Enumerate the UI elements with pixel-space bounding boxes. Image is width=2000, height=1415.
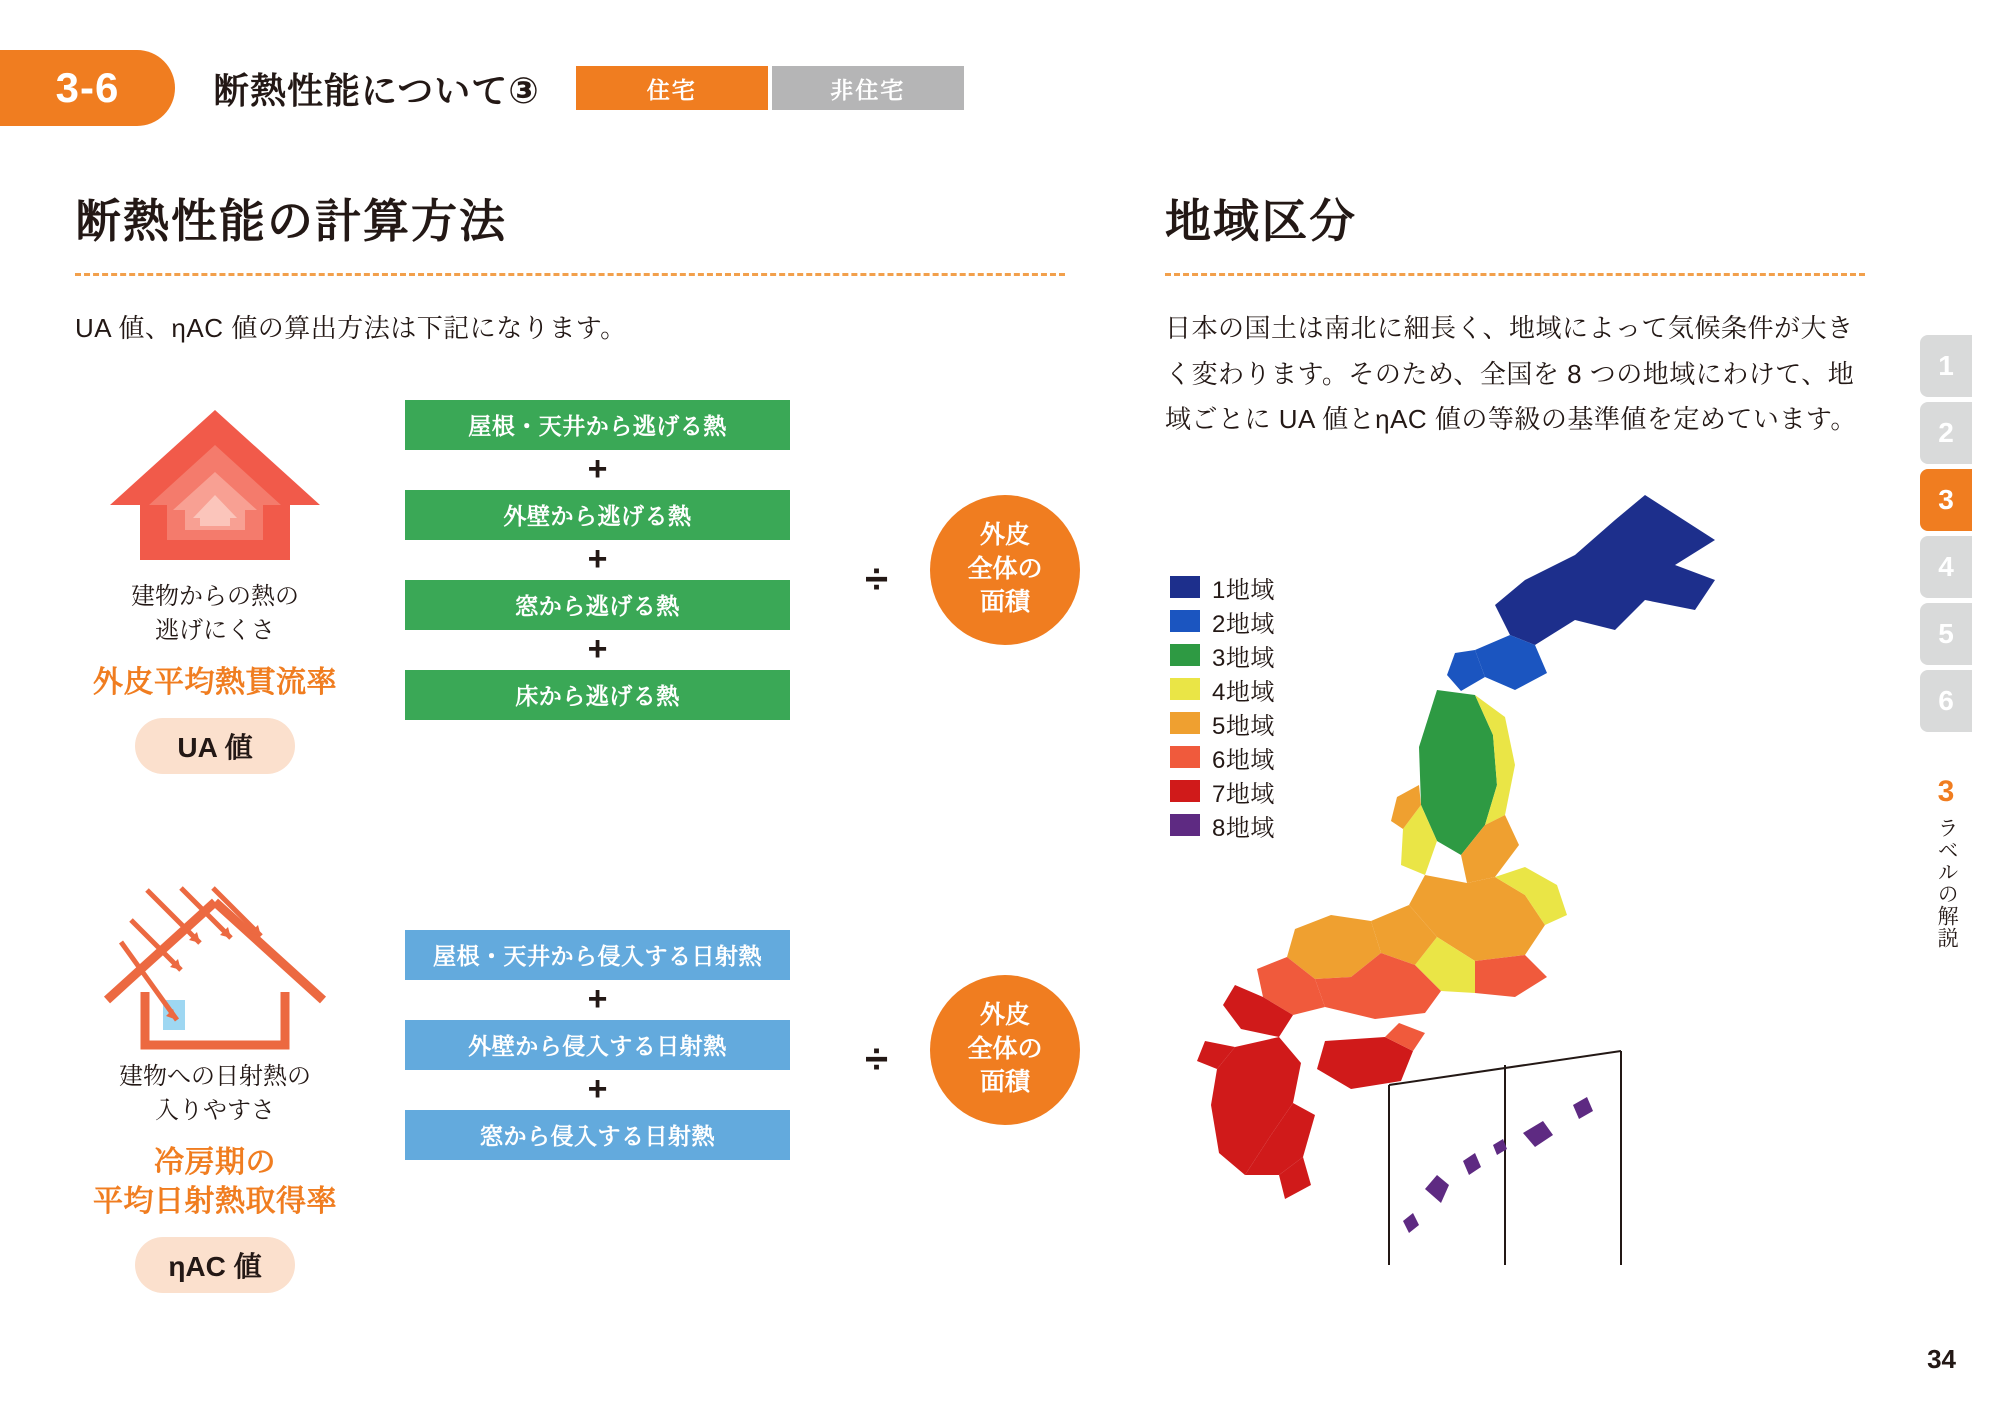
etaac-term-line1: 冷房期の	[154, 1146, 276, 1180]
legend-swatch-5	[1170, 712, 1200, 734]
side-tab-2[interactable]: 2	[1920, 402, 1972, 464]
etaac-value-pill: ηAC 値	[135, 1237, 295, 1293]
side-tab-rail	[1920, 335, 1972, 737]
legend-label-6: 6地域	[1212, 746, 1275, 774]
right-column	[1165, 185, 1865, 842]
side-tab-6[interactable]: 6	[1920, 670, 1972, 732]
ua-plus-3: +	[587, 630, 608, 668]
ua-denominator-line2: 全体の	[967, 554, 1043, 583]
right-divider	[1165, 273, 1865, 276]
badge-residential[interactable]: 住宅	[576, 66, 768, 110]
ua-bar-roof: 屋根・天井から逃げる熱	[405, 400, 790, 450]
etaac-plus-2: +	[587, 1070, 608, 1108]
legend-label-7: 7地域	[1212, 780, 1275, 808]
diagram-etaac	[75, 880, 1065, 1300]
etaac-caption-line2: 入りやすさ	[155, 1097, 275, 1125]
etaac-icon-column	[85, 880, 345, 1294]
left-column	[75, 185, 1065, 1300]
legend-item-6	[1170, 740, 1370, 774]
legend-label-1: 1地域	[1212, 576, 1275, 604]
side-note-text: ラベルの解説	[1935, 817, 1959, 949]
etaac-denominator-line3: 面積	[979, 1068, 1030, 1097]
side-note-number: 3	[1937, 775, 1955, 808]
legend-swatch-6	[1170, 746, 1200, 768]
left-divider	[75, 273, 1065, 276]
legend-swatch-1	[1170, 576, 1200, 598]
legend-label-2: 2地域	[1212, 610, 1275, 638]
ua-caption	[85, 580, 345, 650]
right-section-title: 地域区分	[1165, 195, 1357, 247]
legend-item-1	[1170, 570, 1370, 604]
etaac-bar-window: 窓から侵入する日射熱	[405, 1110, 790, 1160]
etaac-divide-operator: ÷	[865, 1034, 889, 1082]
etaac-denominator-line1: 外皮	[979, 1000, 1030, 1029]
map-legend	[1170, 570, 1370, 842]
side-tab-3[interactable]: 3	[1920, 469, 1972, 531]
legend-swatch-8	[1170, 814, 1200, 836]
legend-item-8	[1170, 808, 1370, 842]
ua-caption-line2: 逃げにくさ	[155, 617, 275, 645]
ua-divide-operator: ÷	[865, 554, 889, 602]
legend-swatch-7	[1170, 780, 1200, 802]
legend-item-5	[1170, 706, 1370, 740]
etaac-term	[85, 1143, 345, 1221]
right-lead-text: 日本の国土は南北に細長く、地域によって気候条件が大きく変わります。そのため、全国を 8 つの地域にわけて、地域ごとに UA 値とηAC 値の等級の基準値を定めています。	[1165, 313, 1857, 434]
legend-label-8: 8地域	[1212, 814, 1275, 842]
legend-swatch-4	[1170, 678, 1200, 700]
side-tab-1[interactable]: 1	[1920, 335, 1972, 397]
legend-item-7	[1170, 774, 1370, 808]
ua-denominator-line1: 外皮	[979, 520, 1030, 549]
etaac-caption-line1: 建物への日射熱の	[119, 1062, 311, 1090]
ua-caption-line1: 建物からの熱の	[131, 582, 299, 610]
ua-value-pill: UA 値	[135, 718, 295, 774]
etaac-caption	[85, 1060, 345, 1130]
legend-swatch-3	[1170, 644, 1200, 666]
ua-bar-stack	[405, 400, 790, 720]
etaac-plus-1: +	[587, 980, 608, 1018]
ua-bar-wall: 外壁から逃げる熱	[405, 490, 790, 540]
ua-icon-column	[85, 400, 345, 775]
etaac-term-line2: 平均日射熱取得率	[93, 1185, 337, 1219]
page-number: 34	[1927, 1344, 1956, 1374]
legend-swatch-2	[1170, 610, 1200, 632]
page-title: 断熱性能について③	[213, 69, 540, 111]
ua-denominator-circle	[930, 495, 1080, 645]
side-tab-4[interactable]: 4	[1920, 536, 1972, 598]
legend-item-4	[1170, 672, 1370, 706]
legend-item-3	[1170, 638, 1370, 672]
house-heat-escape-icon	[85, 400, 345, 570]
legend-label-4: 4地域	[1212, 678, 1275, 706]
house-solar-gain-icon	[85, 880, 345, 1050]
etaac-bar-roof: 屋根・天井から侵入する日射熱	[405, 930, 790, 980]
legend-label-5: 5地域	[1212, 712, 1275, 740]
ua-bar-window: 窓から逃げる熱	[405, 580, 790, 630]
chapter-tag: 3-6	[0, 50, 175, 126]
ua-bar-floor: 床から逃げる熱	[405, 670, 790, 720]
left-section-title: 断熱性能の計算方法	[75, 195, 507, 247]
side-tab-5[interactable]: 5	[1920, 603, 1972, 665]
badge-group	[576, 66, 964, 110]
side-note	[1920, 775, 1972, 949]
etaac-denominator-circle	[930, 975, 1080, 1125]
diagram-ua	[75, 400, 1065, 820]
etaac-bar-wall: 外壁から侵入する日射熱	[405, 1020, 790, 1070]
left-lead-text: UA 値、ηAC 値の算出方法は下記になります。	[75, 313, 627, 343]
etaac-denominator-line2: 全体の	[967, 1034, 1043, 1063]
legend-label-3: 3地域	[1212, 644, 1275, 672]
badge-non-residential[interactable]: 非住宅	[772, 66, 964, 110]
ua-plus-2: +	[587, 540, 608, 578]
ua-plus-1: +	[587, 450, 608, 488]
ua-denominator-line3: 面積	[979, 588, 1030, 617]
etaac-bar-stack	[405, 930, 790, 1160]
legend-item-2	[1170, 604, 1370, 638]
ua-term: 外皮平均熱貫流率	[93, 666, 337, 700]
page-header	[0, 50, 1060, 126]
